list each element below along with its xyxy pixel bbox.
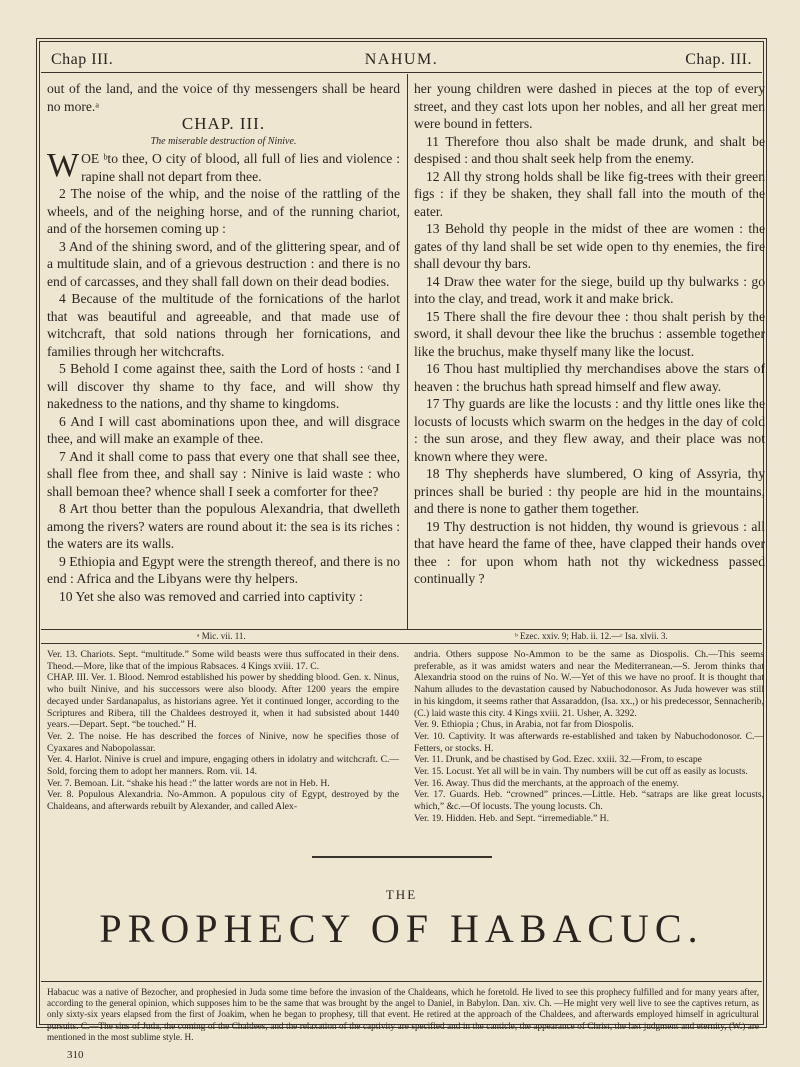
verse: 12 All thy strong holds shall be like fig-trees with their green figs : if they be shaken, they shall fall into the mouth of the eater. <box>414 168 765 219</box>
commentary-note: andria. Others suppose No-Ammon to be the same as Diospolis. Ch.—This seems preferable, as it was amidst waters and near the Mediterranean.—S. Jerom thinks that Alexandria stood on the ruins of No. W.—Yet of this we have no proof. It is thought that Nahum alludes to the devastation caused by Nabuchodonosor. As Juda however was still in his kingdom, it seems rather that Assaraddon, (Isa. xx.,) or his predecessor, Sennacherib, (C.) laid waste this city. 4 Kings xviii. 21. Usher, A. 3292. <box>414 649 764 719</box>
verse: 15 There shall the fire devour thee : thou shalt perish by the sword, it shall devour thee like the bruchus : assemble together like the bruchus, make thyself many like the locust. <box>414 308 765 359</box>
header-right: Chap. III. <box>685 51 752 68</box>
verse-1: WOE ᵇto thee, O city of blood, all full of lies and violence : rapine shall not depart from thee. <box>47 147 400 184</box>
intro-rule <box>41 981 762 982</box>
footnote-left: ᵃ Mic. vii. 11. <box>197 631 246 641</box>
verse: 3 And of the shining sword, and of the glittering spear, and of a multitude slain, and of a grievous destruction : and there is no end of carcasses, and they shall fall down on their dead bodies. <box>47 238 400 289</box>
commentary-note: Ver. 8. Populous Alexandria. No-Ammon. A populous city of Egypt, destroyed by the Chaldeans, and afterwards rebuilt by Alexander, and called Alex- <box>47 789 399 813</box>
page-frame <box>36 38 767 1061</box>
commentary-note: Ver. 15. Locust. Yet all will be in vain. Thy numbers will be cut off as easily as locusts. <box>414 766 748 778</box>
verse: 14 Draw thee water for the siege, build up thy bulwarks : go into the clay, and tread, work it and make brick. <box>414 273 765 306</box>
verse: 6 And I will cast abominations upon thee, and will disgrace thee, and will make an example of thee. <box>47 413 400 446</box>
header-rule <box>41 72 762 73</box>
section-divider <box>312 856 492 858</box>
running-header <box>51 47 752 73</box>
drop-cap: W <box>47 147 80 184</box>
verse: 5 Behold I come against thee, saith the Lord of hosts : ᶜand I will discover thy shame to thy face, and will show thy nakedness to the nations, and thy shame to kingdoms. <box>47 361 400 411</box>
verse: 2 The noise of the whip, and the noise of the rattling of the wheels, and of the neighing horse, and of the running chariot, and of the horsemen coming up : <box>47 186 400 236</box>
commentary-left <box>47 649 399 813</box>
verse-continuation: out of the land, and the voice of thy messengers shall be heard no more.ᵃ <box>47 81 400 114</box>
verse: 9 Ethiopia and Egypt were the strength thereof, and there is no end : Africa and the Libyans were thy helpers. <box>47 553 400 586</box>
verse: 13 Behold thy people in the midst of thee are women : the gates of thy land shall be set wide open to thy enemies, the fire shall devour thy bars. <box>414 221 765 271</box>
verse: 10 Yet she also was removed and carried into captivity : <box>59 588 363 604</box>
header-book-title: NAHUM. <box>364 51 439 68</box>
left-text-column <box>47 80 400 605</box>
commentary-note: Ver. 11. Drunk, and be chastised by God. Ezec. xxiii. 32.—From, to escape <box>414 754 702 766</box>
chapter-title: CHAP. III. <box>181 114 266 133</box>
verse: 18 Thy shepherds have slumbered, O king of Assyria, thy princes shall be buried : thy people are hid in the mountains, and there is none to gather them together. <box>414 466 765 516</box>
commentary-note: Ver. 4. Harlot. Ninive is cruel and impure, engaging others in idolatry and witchcraft. C.—Sold, forcing them to adopt her manners. Rom. vii. 14. <box>47 754 399 778</box>
commentary-note: Ver. 19. Hidden. Heb. and Sept. “irremediable.” H. <box>414 812 610 824</box>
chapter-summary: The miserable destruction of Ninive. <box>150 135 297 147</box>
commentary-note: Ver. 9. Ethiopia ; Chus, in Arabia, not far from Diospolis. <box>414 719 634 731</box>
footnote-rule <box>41 629 762 630</box>
commentary-note: Ver. 13. Chariots. Sept. “multitude.” Some wild beasts were thus suffocated in their dens. Theod.—More, like that of the impious Rabsaces. 4 Kings xviii. 17. C. <box>47 649 399 672</box>
verse: 16 Thou hast multiplied thy merchandises above the stars of heaven : the bruchus hath spread himself and flew away. <box>414 361 765 394</box>
verse: 8 Art thou better than the populous Alexandria, that dwelleth among the rivers? waters are round about it: the sea is its riches : the waters are its walls. <box>47 501 400 551</box>
commentary-right <box>414 649 764 825</box>
commentary-note: Ver. 10. Captivity. It was afterwards re-established and taken by Nabuchodonosor. C.—Fetters, or stocks. H. <box>414 730 764 754</box>
notes-rule <box>41 643 762 644</box>
header-left: Chap III. <box>51 51 114 68</box>
page-number: 310 <box>67 1049 84 1061</box>
verse: 11 Therefore thou also shalt be made drunk, and shalt be despised : and thou shalt seek help from the enemy. <box>414 133 765 166</box>
verse: 7 And it shall come to pass that every one that shall see thee, shall flee from thee, and shall say : Ninive is laid waste : who shall bemoan thee? whence shall I seek a comforter for thee? <box>47 448 400 499</box>
right-text-column <box>414 80 765 588</box>
verse: 4 Because of the multitude of the fornications of the harlot that was beautiful and agreeable, and that made use of witchcraft, that sold nations through her fornications, and families through her witchcrafts. <box>47 291 400 359</box>
verse-continuation: her young children were dashed in pieces at the top of every street, and they cast lots upon her nobles, and all her great men were bound in fetters. <box>414 81 765 131</box>
book-introduction: Habacuc was a native of Bezocher, and prophesied in Juda some time before the invasion of the Chaldeans, which he foretold. He lived to see this prophecy fulfilled and for many years after, according to the general opinion, which supposes him to be the same that was brought by the angel to Daniel, in Babylon. Dan. xiv. Ch. —He might very well live to see the captives return, as only sixty-six years elapsed from the first of Joakim, when he began to prophesy, till that event. He retired at the approach of the Chaldees, and afterwards employed himself in agricultural pursuits. C.—The sins of Juda, the coming of the Chaldees, and the relaxation of the captivity are specified and in the canticle, the appearance of Christ, the last judgment and eternity, (W.) are mentioned in the most sublime style. H. <box>47 987 759 1042</box>
verse: 19 Thy destruction is not hidden, thy wound is grievous : all that have heard the fame of thee, have clapped their hands over thee : for upon whom hath not thy wickedness passed continually ? <box>414 518 765 586</box>
commentary-note: Ver. 17. Guards. Heb. “crowned” princes.—Little. Heb. “satraps are like great locusts, which,” &c.—Of locusts. The young locusts. Ch. <box>414 789 764 813</box>
section-title: PROPHECY OF HABACUC. <box>99 906 704 951</box>
column-divider <box>407 74 408 629</box>
commentary-note: Ver. 7. Bemoan. Lit. “shake his head :” the latter words are not in Heb. H. <box>47 777 330 789</box>
verse: 17 Thy guards are like the locusts : and thy little ones like the locusts of locusts which swarm on the hedges in the day of cold : the sun arose, and they flew away, and their place was not known where they were. <box>414 396 765 464</box>
commentary-note: CHAP. III. Ver. 1. Blood. Nemrod established his power by shedding blood. Gen. x. Ninus, who built Ninive, and his successors were also bloody. After 1200 years the empire decayed under Sardanapalus, as historians agree. Yet it continued longer, according to the Scriptures and Ribera, till the Chaldees destroyed it, when it had subsisted about 1440 years.—Depart. Sept. “be touched.” H. <box>47 672 399 731</box>
section-the: THE <box>385 887 418 902</box>
commentary-note: Ver. 2. The noise. He has described the forces of Ninive, now he specifies those of Cyaxares and Nabopolassar. <box>47 730 399 754</box>
footnote-right: ᵇ Ezec. xxiv. 9; Hab. ii. 12.—ᶜ Isa. xlvii. 3. <box>515 631 668 641</box>
commentary-note: Ver. 16. Away. Thus did the merchants, at the approach of the enemy. <box>414 777 679 789</box>
